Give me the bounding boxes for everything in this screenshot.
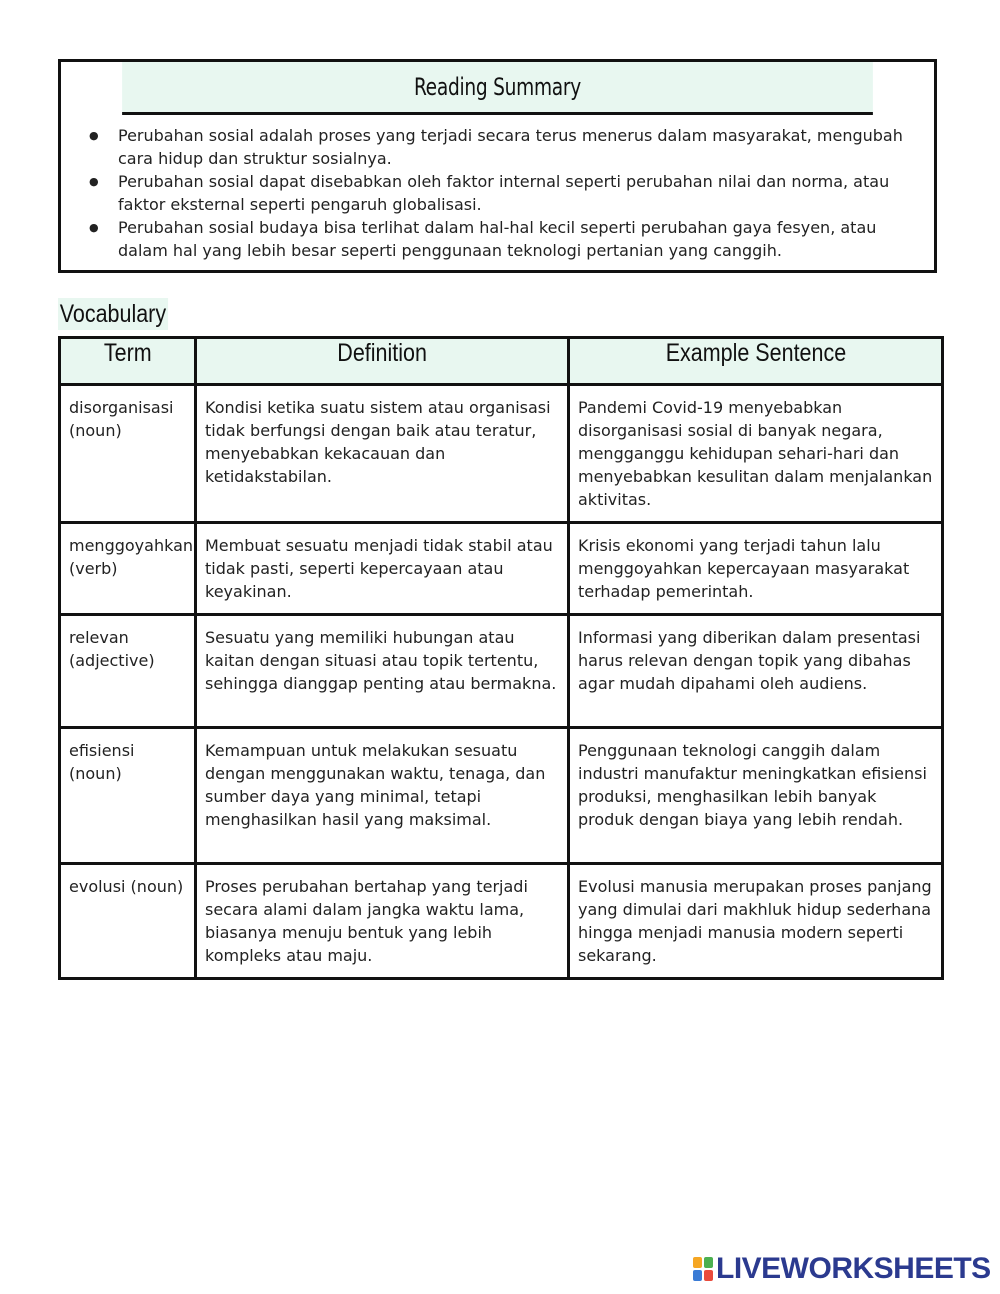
liveworksheets-logo-text: LIVEWORKSHEETS (716, 1252, 991, 1285)
reading-summary-box (58, 59, 937, 273)
vocabulary-heading: Vocabulary (59, 300, 167, 328)
table-row (60, 864, 943, 979)
vocabulary-table (58, 336, 944, 980)
liveworksheets-logo[interactable] (693, 1252, 991, 1286)
definition-cell: Kemampuan untuk melakukan sesuatu dengan menggunakan waktu, tenaga, dan sumber daya yang minimal, tetapi menghasilkan hasil yang maksimal. (196, 728, 569, 864)
vocabulary-header-row (60, 338, 943, 385)
liveworksheets-logo-icon (693, 1257, 713, 1281)
term-cell: evolusi (noun) (60, 864, 196, 979)
term-cell: relevan (adjective) (60, 615, 196, 728)
example-cell: Pandemi Covid-19 menyebabkan disorganisasi sosial di banyak negara, mengganggu kehidupan sehari-hari dan menyebabkan kesulitan dalam menjalankan aktivitas. (569, 385, 943, 523)
term-cell: menggoyahkan (verb) (60, 523, 196, 615)
table-row (60, 728, 943, 864)
table-row (60, 615, 943, 728)
summary-bullet: ● Perubahan sosial budaya bisa terlihat dalam hal-hal kecil seperti perubahan gaya fesyen, atau dalam hal yang lebih besar seperti penggunaan teknologi pertanian yang canggih. (118, 216, 914, 262)
reading-summary-title: Reading Summary (122, 62, 873, 115)
example-cell: Krisis ekonomi yang terjadi tahun lalu menggoyahkan kepercayaan masyarakat terhadap pemerintah. (569, 523, 943, 615)
term-cell: disorganisasi (noun) (60, 385, 196, 523)
example-cell: Informasi yang diberikan dalam presentasi harus relevan dengan topik yang dibahas agar mudah dipahami oleh audiens. (569, 615, 943, 728)
definition-cell: Kondisi ketika suatu sistem atau organisasi tidak berfungsi dengan baik atau teratur, menyebabkan kekacauan dan ketidakstabilan. (196, 385, 569, 523)
header-definition: Definition (196, 338, 569, 385)
definition-cell: Proses perubahan bertahap yang terjadi secara alami dalam jangka waktu lama, biasanya menuju bentuk yang lebih kompleks atau maju. (196, 864, 569, 979)
table-row (60, 523, 943, 615)
table-row (60, 385, 943, 523)
example-cell: Penggunaan teknologi canggih dalam industri manufaktur meningkatkan efisiensi produksi, menghasilkan lebih banyak produk dengan biaya yang lebih rendah. (569, 728, 943, 864)
header-term: Term (60, 338, 196, 385)
example-cell: Evolusi manusia merupakan proses panjang yang dimulai dari makhluk hidup sederhana hingga menjadi manusia modern seperti sekarang. (569, 864, 943, 979)
definition-cell: Sesuatu yang memiliki hubungan atau kaitan dengan situasi atau topik tertentu, sehingga dianggap penting atau bermakna. (196, 615, 569, 728)
term-cell: efisiensi (noun) (60, 728, 196, 864)
definition-cell: Membuat sesuatu menjadi tidak stabil atau tidak pasti, seperti kepercayaan atau keyakinan. (196, 523, 569, 615)
reading-summary-list (61, 115, 934, 270)
summary-bullet: ● Perubahan sosial adalah proses yang terjadi secara terus menerus dalam masyarakat, mengubah cara hidup dan struktur sosialnya. (118, 124, 914, 170)
summary-bullet: ● Perubahan sosial dapat disebabkan oleh faktor internal seperti perubahan nilai dan norma, atau faktor eksternal seperti pengaruh globalisasi. (118, 170, 914, 216)
header-example-sentence: Example Sentence (569, 338, 943, 385)
